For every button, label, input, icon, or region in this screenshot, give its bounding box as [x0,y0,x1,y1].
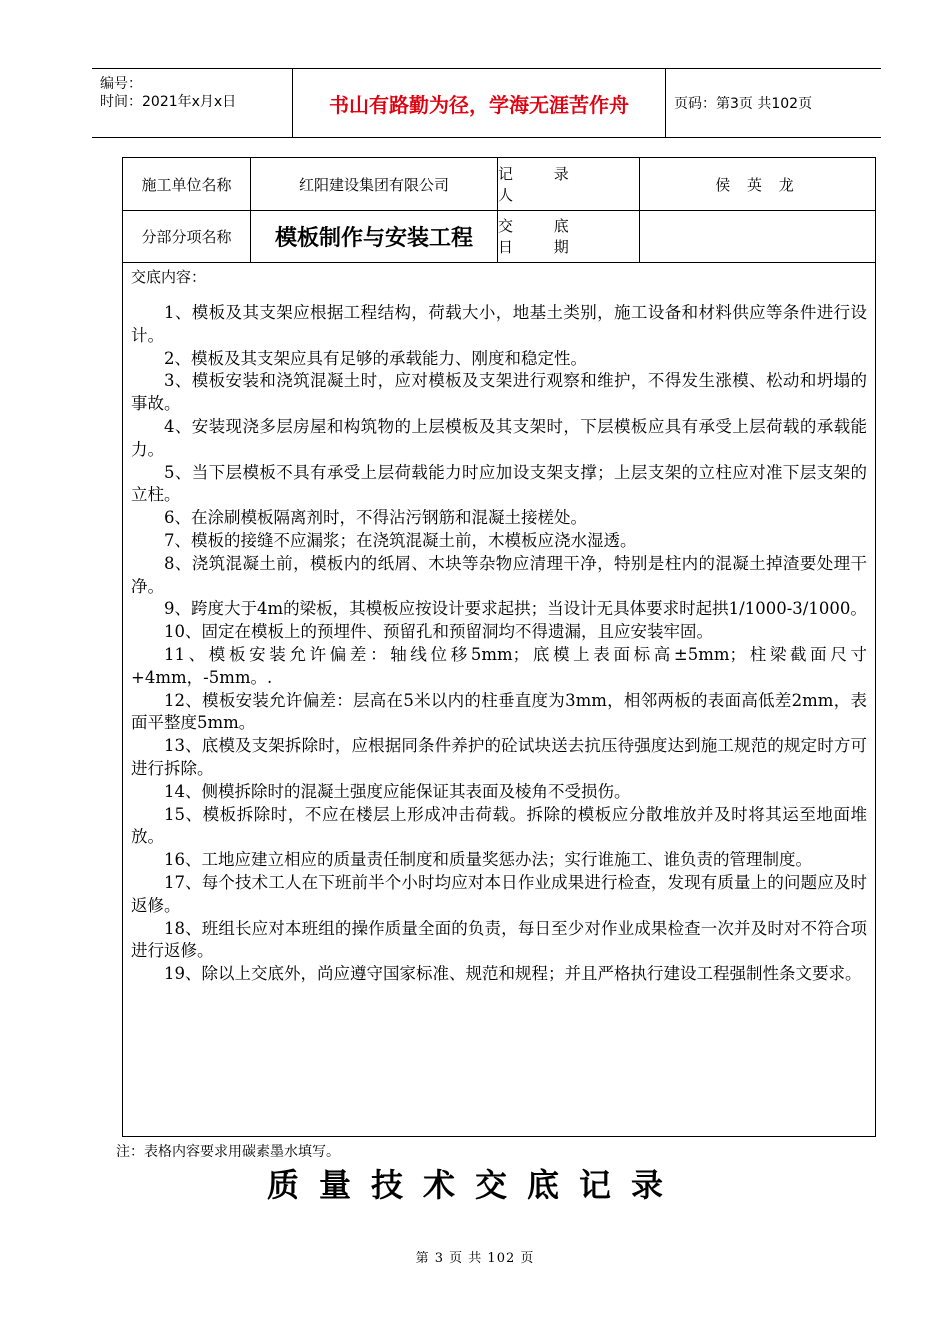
list-item: 19、除以上交底外，尚应遵守国家标准、规范和规程；并且严格执行建设工程强制性条文要求。 [164,964,862,984]
time-label: 时间：2021年x月x日 [100,94,237,110]
document-title: 质量技术交底记录 [266,1166,683,1204]
content-label: 交底内容： [131,268,207,286]
header-meta [92,69,292,137]
list-item: 7、模板的接缝不应漏浆；在浇筑混凝土前，木模板应浇水湿透。 [164,530,637,550]
list-item: 16、工地应建立相应的质量责任制度和质量奖惩办法；实行谁施工、谁负责的管理制度。 [164,850,812,870]
table-row [123,158,875,211]
item-label: 分部分项名称 [123,210,251,262]
page-info: 页码：第3页 共102页 [674,96,813,112]
code-label: 编号： [100,76,142,92]
list-item: 18、班组长应对本班组的操作质量全面的负责，每日至少对作业成果检查一次并及时对不符合项进行返修。 [131,918,867,961]
list-item: 8、浇筑混凝土前，模板内的纸屑、木块等杂物应清理干净，特别是柱内的混凝土掉渣要处理干净。 [131,553,867,596]
list-item: 11、模板安装允许偏差：轴线位移5mm；底模上表面标高±5mm；柱梁截面尺寸+4mm，-5mm。. [131,644,867,687]
table-note: 注：表格内容要求用碳素墨水填写。 [116,1144,340,1160]
page-footer: 第 3 页 共 102 页 [415,1251,535,1266]
recorder-label: 记 录 人 [498,158,640,210]
unit-value: 红阳建设集团有限公司 [251,158,498,210]
list-item: 3、模板安装和浇筑混凝土时，应对模板及支架进行观察和维护，不得发生涨模、松动和坍塌的事故。 [131,371,867,414]
table-row [123,210,875,263]
list-item: 13、底模及支架拆除时，应根据同条件养护的砼试块送去抗压待强度达到施工规范的规定时方可进行拆除。 [131,736,867,778]
motto-text: 书山有路勤为径，学海无涯苦作舟 [292,69,666,137]
content-items [131,302,867,986]
list-item: 17、每个技术工人在下班前半个小时均应对本日作业成果进行检查，发现有质量上的问题应及时返修。 [131,872,867,915]
list-item: 1、模板及其支架应根据工程结构，荷载大小，地基土类别，施工设备和材料供应等条件进行设计。 [131,303,867,345]
list-item: 6、在涂刷模板隔离剂时，不得沾污钢筋和混凝土接槎处。 [164,508,587,528]
list-item: 12、模板安装允许偏差：层高在5米以内的柱垂直度为3mm，相邻两板的表面高低差2mm，表面平整度5mm。 [131,690,867,733]
list-item: 9、跨度大于4m的梁板，其模板应按设计要求起拱；当设计无具体要求时起拱1/1000-3/1000。 [164,599,867,619]
list-item: 15、模板拆除时，不应在楼层上形成冲击荷载。拆除的模板应分散堆放并及时将其运至地面堆放。 [131,804,867,847]
list-item: 14、侧模拆除时的混凝土强度应能保证其表面及棱角不受损伤。 [164,781,631,801]
date-label: 交 底 日 期 [498,210,640,262]
list-item: 4、安装现浇多层房屋和构筑物的上层模板及其支架时，下层模板应具有承受上层荷载的承载能力。 [131,416,867,459]
page-header [92,68,881,138]
list-item: 2、模板及其支架应具有足够的承载能力、刚度和稳定性。 [164,348,587,368]
record-table [122,157,876,1137]
list-item: 5、当下层模板不具有承受上层荷载能力时应加设支架支撑；上层支架的立柱应对准下层支架的立柱。 [131,462,867,505]
date-value [640,210,875,262]
list-item: 10、固定在模板上的预埋件、预留孔和预留洞均不得遗漏，且应安装牢固。 [164,622,713,642]
unit-label: 施工单位名称 [123,158,251,210]
item-value: 模板制作与安装工程 [251,210,498,262]
recorder-value: 侯 英 龙 [715,175,800,194]
